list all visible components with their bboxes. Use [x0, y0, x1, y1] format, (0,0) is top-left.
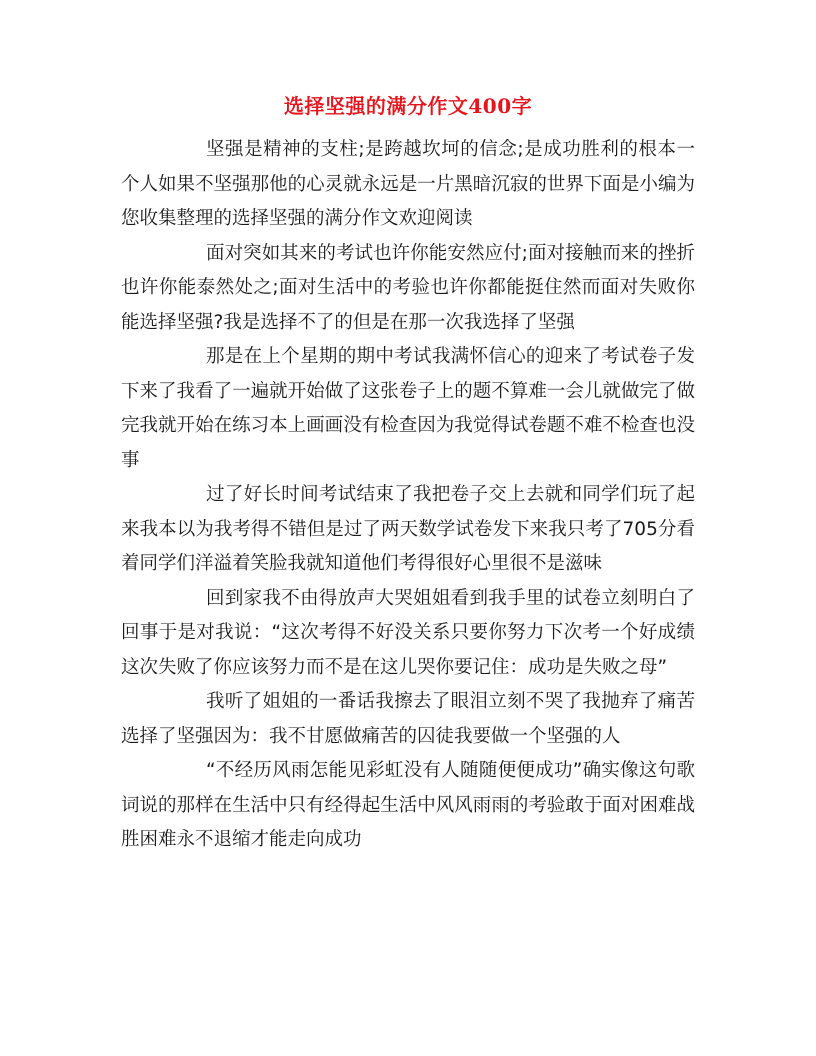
paragraph-facing-failure: 面对突如其来的考试也许你能安然应付;面对接触而来的挫折也许你能泰然处之;面对生活中的考验也许你都能挺住然而面对失败你能选择坚强?我是选择不了的但是在那一次我选择了坚强 — [121, 242, 695, 333]
paragraph-intro: 坚强是精神的支柱;是跨越坎坷的信念;是成功胜利的根本一个人如果不坚强那他的心灵就永远是一片黑暗沉寂的世界下面是小编为您收集整理的选择坚强的满分作文欢迎阅读 — [121, 139, 695, 229]
paragraph-choose-strength: 我听了姐姐的一番话我擦去了眼泪立刻不哭了我抛弃了痛苦选择了坚强因为：我不甘愿做痛苦的囚徒我要做一个坚强的人 — [121, 691, 695, 747]
paragraph-exam-result: 过了好长时间考试结束了我把卷子交上去就和同学们玩了起来我本以为我考得不错但是过了两天数学试卷发下来我只考了705分看着同学们洋溢着笑脸我就知道他们考得很好心里很不是滋味 — [121, 484, 695, 574]
document-title: 选择坚强的满分作文400字 — [283, 94, 533, 118]
paragraph-conclusion: “不经历风雨怎能见彩虹没有人随随便便成功”确实像这句歌词说的那样在生活中只有经得起生活中风风雨雨的考验敢于面对困难战胜困难永不退缩才能走向成功 — [121, 760, 695, 850]
paragraph-midterm-exam: 那是在上个星期的期中考试我满怀信心的迎来了考试卷子发下来了我看了一遍就开始做了这张卷子上的题不算难一会儿就做完了做完我就开始在练习本上画画没有检查因为我觉得试卷题不难不检查也没事 — [121, 346, 695, 471]
paragraph-sister-advice: 回到家我不由得放声大哭姐姐看到我手里的试卷立刻明白了回事于是对我说：“这次考得不好没关系只要你努力下次考一个好成绩这次失败了你应该努力而不是在这儿哭你要记住：成功是失败之母” — [121, 587, 695, 678]
document-body — [121, 133, 695, 858]
